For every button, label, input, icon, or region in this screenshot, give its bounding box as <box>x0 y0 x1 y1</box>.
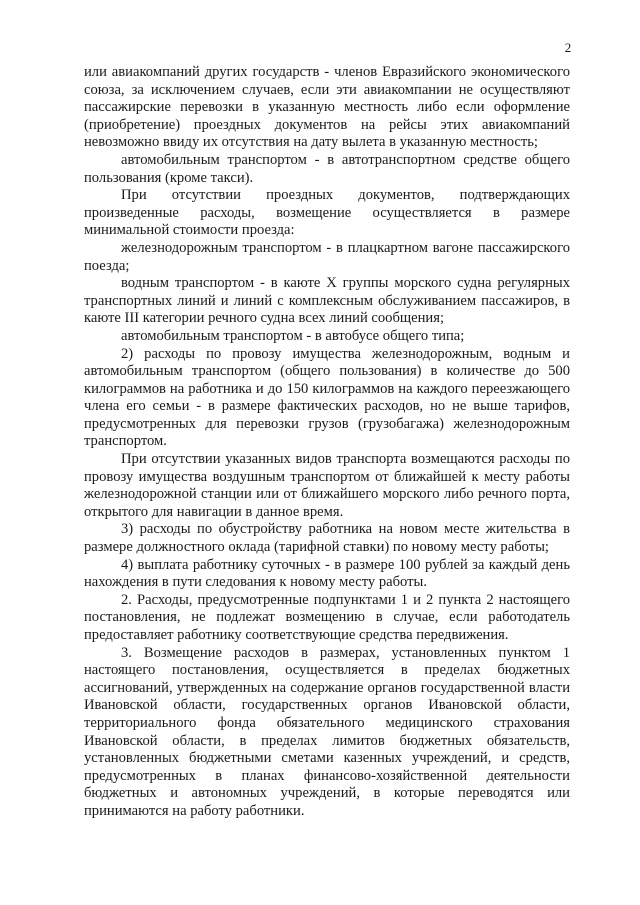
paragraph-bus-transport: автомобильным транспортом - в автобусе общего типа; <box>121 327 465 344</box>
paragraph-no-documents: При отсутствии проездных документов, подтверждающих произведенные расходы, возмещение осуществляется в размере минимальной стоимости проезда: <box>84 187 570 239</box>
page-number: 2 <box>564 40 572 55</box>
paragraph-air-property: При отсутствии указанных видов транспорта возмещаются расходы по провозу имущества воздушным транспортом от ближайшей к месту работы железнодорожной станции или от ближайшего морского либо речного порта, открытого для навигации в данное время. <box>84 451 570 520</box>
paragraph-rail-transport: железнодорожным транспортом - в плацкартном вагоне пассажирского поезда; <box>84 239 570 274</box>
paragraph-continuation: или авиакомпаний других государств - членов Евразийского экономического союза, за исключением случаев, если эти авиакомпании не осуществляют пассажирские перевозки в указанную местность либо если оформление (приобретение) проездных документов на рейсы этих авиакомпаний невозможно ввиду их отсутствия на дату вылета в указанную местность; <box>84 64 570 151</box>
paragraph-item-2-property: 2) расходы по провозу имущества железнодорожным, водным и автомобильным транспортом (общего пользования) в количестве до 500 килограммов на работника и до 150 килограммов на каждого переезжающего члена его семьи - в размере фактических расходов, но не выше тарифов, предусмотренных для перевозки грузов (грузобагажа) железнодорожным транспортом. <box>84 345 570 450</box>
paragraph-road-transport: автомобильным транспортом - в автотранспортном средстве общего пользования (кроме такси). <box>84 151 570 186</box>
paragraph-section-3: 3. Возмещение расходов в размерах, установленных пунктом 1 настоящего постановления, осуществляется в пределах бюджетных ассигнований, утвержденных на содержание органов государственной власти Ивановской области, государственных органов Ивановской области, территориального фонда обязательного медицинского страхования Ивановской области, в пределах лимитов бюджетных обязательств, установленных бюджетными сметами казенных учреждений, и средств, предусмотренных в планах финансово-хозяйственной деятельности бюджетных и автономных учреждений, в которые переводятся или принимаются на работу работники. <box>84 644 570 819</box>
paragraph-item-4-per-diem: 4) выплата работнику суточных - в размере 100 рублей за каждый день нахождения в пути следования к новому месту работы. <box>84 556 570 591</box>
document-body <box>84 64 570 821</box>
paragraph-water-transport: водным транспортом - в каюте X группы морского судна регулярных транспортных линий и линий с комплексным обслуживанием пассажиров, в каюте III категории речного судна всех линий сообщения; <box>84 275 570 327</box>
paragraph-section-2: 2. Расходы, предусмотренные подпунктами 1 и 2 пункта 2 настоящего постановления, не подлежат возмещению в случае, если работодатель предоставляет работнику соответствующие средства передвижения. <box>84 591 570 643</box>
paragraph-item-3-settlement: 3) расходы по обустройству работника на новом месте жительства в размере должностного оклада (тарифной ставки) по новому месту работы; <box>84 521 570 556</box>
